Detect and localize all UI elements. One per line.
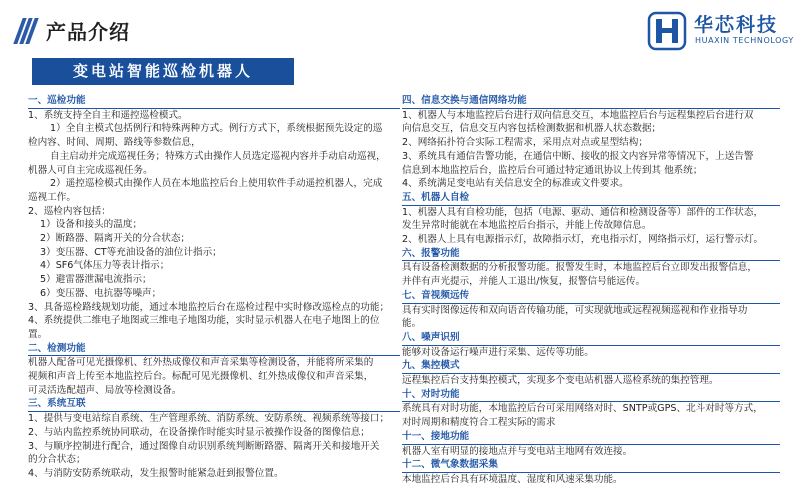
- logo-english-name: HUAXIN TECHNOLOGY: [695, 36, 794, 45]
- text-line: 4、系统满足变电站有关信息安全的标准或文件要求。: [402, 178, 629, 190]
- text-line: 2、与站内监控系统协同联动，在设备操作时能实时显示被操作设备的图像信息；: [28, 426, 370, 438]
- text-line: 对时周期和精度符合工程实际的需求: [402, 417, 556, 429]
- text-line: 1、系统支持全自主和遥控巡检模式。: [28, 109, 188, 121]
- text-line: 2、机器人上具有电源指示灯，故障指示灯，充电指示灯，网络指示灯，运行警示灯。: [402, 234, 764, 246]
- text-line: 视频和声音上传至本地监控后台。标配可见光摄像机、红外热成像仪和声音采集，: [28, 371, 374, 383]
- section-title-timesync: 十、对时功能: [402, 388, 780, 403]
- text-line: 2、网络拓扑符合实际工程需求，采用点对点或星型结构；: [402, 137, 648, 149]
- text-line: 5）避雷器泄漏电流指示；: [40, 274, 152, 286]
- section-title-grounding: 十一、接地功能: [402, 430, 780, 445]
- text-line: 能够对设备运行噪声进行采集、远传等功能。: [402, 346, 594, 358]
- text-line: 2）遥控巡检模式由操作人员在本地监控后台上使用软件手动遥控机器人，完成: [50, 178, 383, 190]
- section-title-av-remote: 七、音视频远传: [402, 289, 780, 304]
- text-line: 3、系统具有通信告警功能，在通信中断、接收的报文内容异常等情况下，上送告警: [402, 150, 754, 162]
- text-line: 本地监控后台具有环境温度、湿度和风速采集功能。: [402, 473, 623, 485]
- text-line: 2）断路器、隔离开关的分合状态；: [40, 233, 191, 245]
- text-line: 自主启动并完成巡视任务；特殊方式由操作人员选定巡视内容并手动启动巡视，: [50, 150, 386, 162]
- text-line: 3、具备巡检路线规划功能，通过本地监控后台在巡检过程中实时修改巡检点的功能；: [28, 301, 390, 313]
- text-line: 系统具有对时功能，本地监控后台可采用网络对时、SNTP或GPS、北斗对时等方式，: [402, 403, 763, 415]
- section-title-centralized: 九、集控模式: [402, 359, 780, 374]
- text-line: 3）变压器、CT等充油设备的油位计指示；: [40, 246, 222, 258]
- text-line: 4、与消防安防系统联动，发生报警时能紧急赶到报警位置。: [28, 467, 284, 479]
- text-line: 机器人配备可见光摄像机、红外热成像仪和声音采集等检测设备，并能将所采集的: [28, 357, 374, 369]
- section-title-microclimate: 十二、微气象数据采集: [402, 458, 780, 473]
- product-banner: [32, 58, 294, 85]
- text-line: 4、系统提供二维电子地图或三维电子地图功能，实时显示机器人在电子地图上的位: [28, 315, 380, 327]
- section-title-alarm: 六、报警功能: [402, 247, 780, 262]
- text-line: 可灵活选配超声、局放等检测设备。: [28, 384, 182, 396]
- text-line: 具有实时图像远传和双向语音传输功能，可实现就地或远程视频巡视和作业指导功: [402, 304, 748, 316]
- text-line: 具有设备检测数据的分析报警功能。报警发生时，本地监控后台立即发出报警信息，: [402, 262, 757, 274]
- page-title: 产品介绍: [46, 20, 130, 44]
- section-title-noise: 八、噪声识别: [402, 331, 780, 346]
- text-line: 置。: [28, 328, 48, 340]
- text-line: 信息到本地监控后台，监控后台可通过特定通讯协议上传到其 他系统；: [402, 164, 703, 176]
- company-logo: [648, 10, 796, 54]
- left-column: [28, 94, 400, 481]
- text-line: 的分合状态；: [28, 454, 86, 466]
- section-title-selfcheck: 五、机器人自检: [402, 191, 780, 206]
- section-title-inspection: 一、巡检功能: [28, 94, 400, 109]
- text-line: 巡视工作。: [28, 191, 76, 203]
- text-line: 1、机器人与本地监控后台进行双向信息交互，本地监控后台与远程集控后台进行双: [402, 109, 754, 121]
- text-line: 1、提供与变电站综自系统、生产管理系统、消防系统、安防系统、视频系统等接口；: [28, 413, 390, 425]
- right-column: [402, 94, 780, 487]
- text-line: 向信息交互，信息交互内容包括检测数据和机器人状态数据；: [402, 123, 662, 135]
- text-line: 2、巡检内容包括：: [28, 205, 111, 217]
- logo-chinese-name: 华芯科技: [694, 14, 779, 36]
- section-title-communication: 四、信息交换与通信网络功能: [402, 94, 780, 109]
- text-line: 1）全自主模式包括例行和特殊两种方式。例行方式下，系统根据预先设定的巡: [50, 123, 383, 135]
- text-line: 4）SF6气体压力等表计指示；: [40, 260, 170, 272]
- text-line: 机器人室有明显的接地点并与变电站主地网有效连接。: [402, 445, 633, 457]
- text-line: 6）变压器、电抗器等噪声；: [40, 287, 162, 299]
- text-line: 发生异常时能就在本地监控后台指示，并能上传故障信息。: [402, 220, 652, 232]
- text-line: 远程集控后台支持集控模式，实现多个变电站机器人巡检系统的集控管理。: [402, 375, 719, 387]
- section-title-detection: 二、检测功能: [28, 342, 400, 357]
- hx-logo-icon: [648, 12, 686, 50]
- text-line: 1、机器人具有自检功能，包括（电源、驱动、通信和检测设备等）部件的工作状态，: [402, 206, 764, 218]
- text-line: 3、与顺序控制进行配合，通过图像自动识别系统判断断路器、隔离开关和接地开关: [28, 440, 380, 452]
- text-line: 并伴有声光提示，并能人工退出/恢复，报警信号能远传。: [402, 276, 646, 288]
- section-title-interconnect: 三、系统互联: [28, 397, 400, 412]
- stripes-icon: [14, 18, 36, 44]
- text-line: 能。: [402, 318, 422, 330]
- text-line: 机器人可自主完成巡视任务。: [28, 164, 153, 176]
- banner-title: 变电站智能巡检机器人: [72, 62, 253, 80]
- header-bar: [0, 0, 800, 62]
- text-line: 1）设备和接头的温度；: [40, 219, 143, 231]
- text-line: 检内容、时间、周期、路线等参数信息，: [28, 137, 201, 149]
